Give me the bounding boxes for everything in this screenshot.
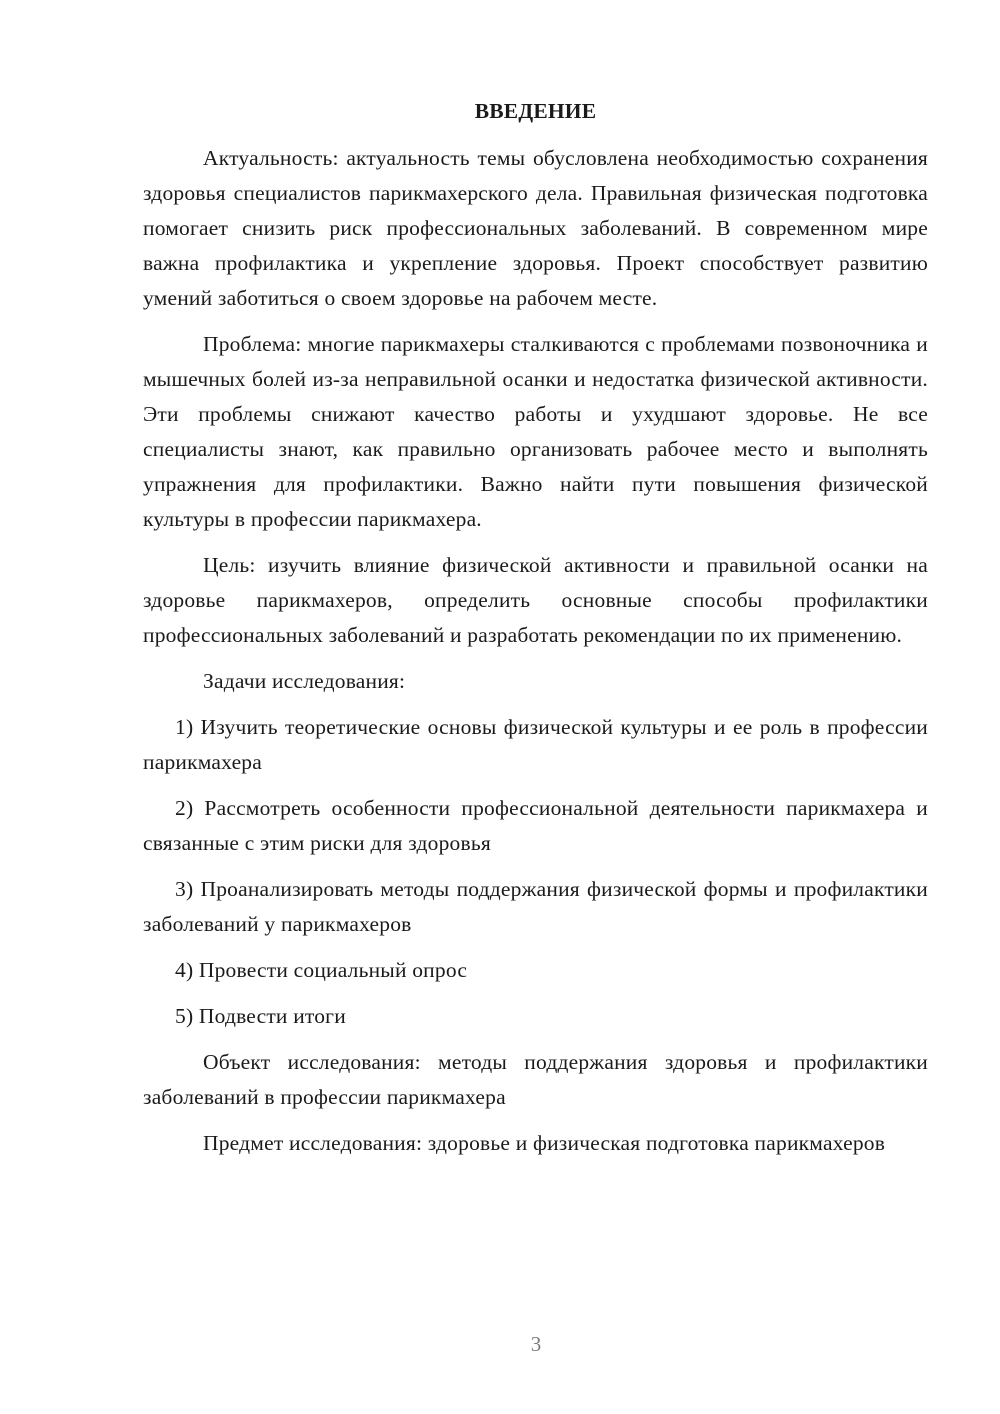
subject-paragraph: Предмет исследования: здоровье и физическая подготовка парикмахеров [203,1131,886,1155]
tasks-heading: Задачи исследования: [203,669,406,693]
relevance-paragraph: Актуальность: актуальность темы обусловлена необходимостью сохранения здоровья специалистов парикмахерского дела. Правильная физическая подготовка помогает снизить риск профессиональных заболеваний. В современном мире важна профилактика и укрепление здоровья. Проект способствует развитию умений заботиться о своем здоровье на рабочем месте. [143,146,928,310]
task-item-2: 2) Рассмотреть особенности профессиональной деятельности парикмахера и связанные с этим риски для здоровья [143,796,928,855]
task-item-3: 3) Проанализировать методы поддержания физической формы и профилактики заболеваний у парикмахеров [143,877,928,936]
object-paragraph: Объект исследования: методы поддержания здоровья и профилактики заболеваний в профессии парикмахера [143,1050,928,1109]
page-number: 3 [530,1332,542,1356]
goal-paragraph: Цель: изучить влияние физической активности и правильной осанки на здоровье парикмахеров, определить основные способы профилактики профессиональных заболеваний и разработать рекомендации по их применению. [143,553,928,647]
problem-paragraph: Проблема: многие парикмахеры сталкиваются с проблемами позвоночника и мышечных болей из-за неправильной осанки и недостатка физической активности. Эти проблемы снижают качество работы и ухудшают здоровье. Не все специалисты знают, как правильно организовать рабочее место и выполнять упражнения для профилактики. Важно найти пути повышения физической культуры в профессии парикмахера. [143,332,928,531]
section-title: ВВЕДЕНИЕ [474,99,597,123]
task-item-5: 5) Подвести итоги [175,1004,346,1028]
task-item-4: 4) Провести социальный опрос [175,958,468,982]
task-item-1: 1) Изучить теоретические основы физической культуры и ее роль в профессии парикмахера [143,715,928,774]
page-content [143,94,928,1172]
